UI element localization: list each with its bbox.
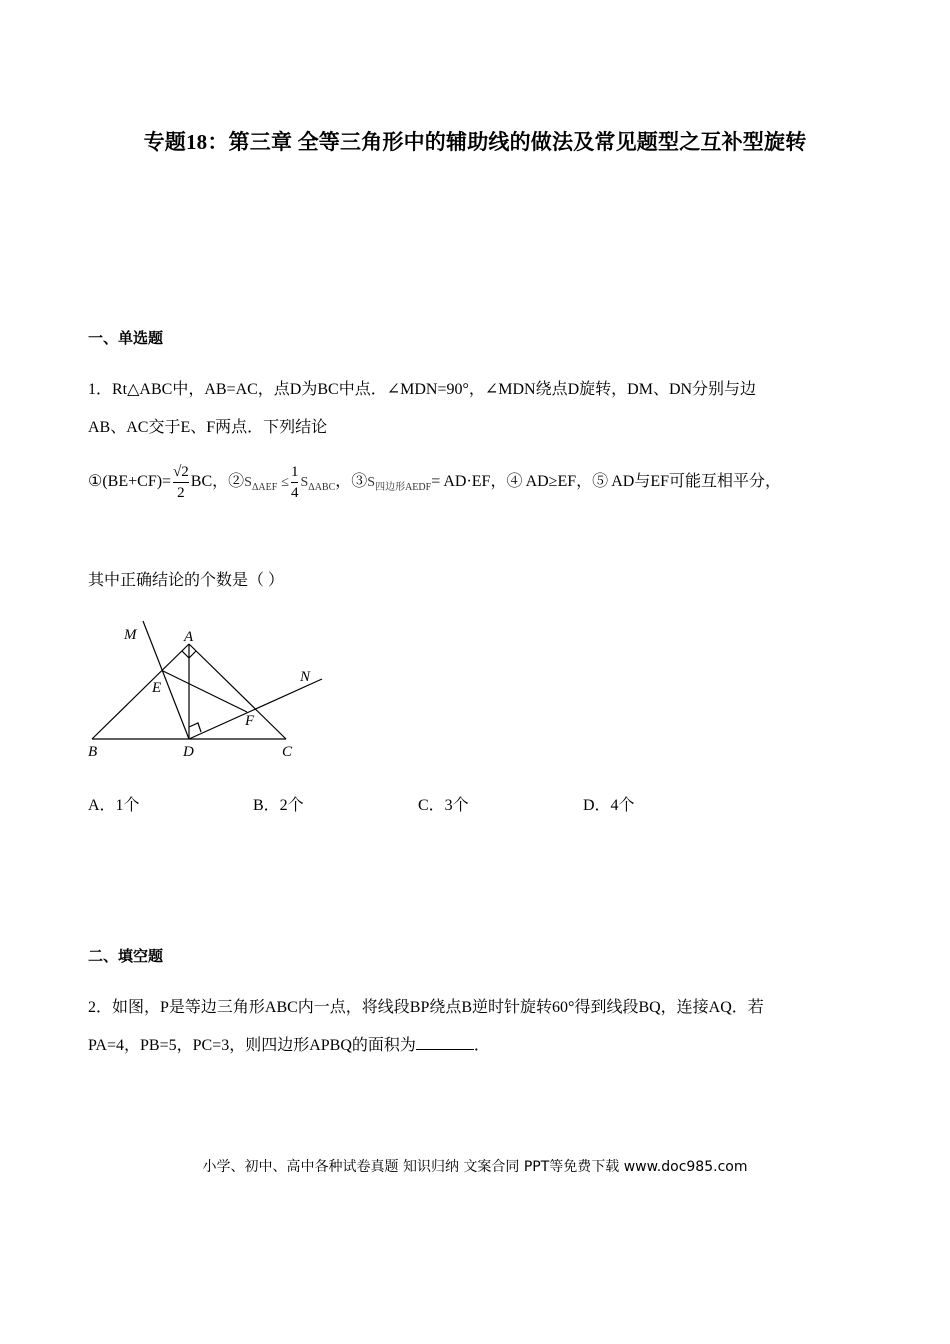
question-2-line-1: 2．如图，P是等边三角形ABC内一点，将线段BP绕点B逆时针旋转60°得到线段BQ，连接AQ．若 <box>88 999 764 1016</box>
fraction-one-quarter <box>291 462 299 503</box>
ray-DN <box>189 679 322 739</box>
question-2-line-2 <box>88 1032 490 1055</box>
fraction-numerator: √2 <box>173 464 189 480</box>
page-footer: 小学、初中、高中各种试卷真题 知识归纳 文案合同 PPT等免费下载 www.doc985.com <box>202 1159 748 1175</box>
relation-symbol: ≤ <box>281 475 289 491</box>
question-1-line-1: 1．Rt△ABC中，AB=AC，点D为BC中点．∠MDN=90°，∠MDN绕点D旋转，DM、DN分别与边 <box>88 381 757 398</box>
fraction-sqrt2-over-2 <box>173 462 189 503</box>
triangle-figure <box>80 615 340 765</box>
conclusion-3-prefix: ，③ <box>335 473 368 491</box>
question-1-prompt: 其中正确结论的个数是（ ） <box>88 572 285 589</box>
option-a[interactable]: A．1个 <box>88 797 140 814</box>
label-N: N <box>300 669 311 685</box>
area-symbol: S <box>367 475 376 491</box>
page-title: 专题18：第三章 全等三角形中的辅助线的做法及常见题型之互补型旋转 <box>143 130 807 154</box>
label-C: C <box>282 744 293 760</box>
area-symbol: S <box>300 475 309 491</box>
answer-blank[interactable] <box>416 1035 474 1050</box>
section-heading-single-choice: 一、单选题 <box>88 331 164 347</box>
label-A: A <box>184 629 194 645</box>
question-1-line-2: AB、AC交于E、F两点．下列结论 <box>88 419 328 436</box>
fraction-numerator: 1 <box>290 464 299 480</box>
segment-AB <box>92 644 189 739</box>
area-subscript: ΔABC <box>308 482 336 494</box>
conclusion-3-suffix: = AD·EF，④ AD≥EF，⑤ AD与EF可能互相平分， <box>431 473 782 491</box>
label-B: B <box>88 744 98 760</box>
question-2-text: PA=4，PB=5，PC=3，则四边形APBQ的面积为 <box>88 1037 416 1054</box>
option-d[interactable]: D．4个 <box>583 797 635 814</box>
segment-AC <box>189 644 286 739</box>
area-symbol: S <box>244 475 252 491</box>
label-D: D <box>183 744 194 760</box>
option-c[interactable]: C．3个 <box>418 797 469 814</box>
option-b[interactable]: B．2个 <box>253 797 304 814</box>
area-subscript: 四边形AEDF <box>375 482 432 494</box>
question-2-end: ． <box>473 1037 490 1054</box>
conclusion-1-suffix: BC，② <box>190 473 245 491</box>
question-1-conclusions <box>88 462 781 503</box>
fraction-denominator: 2 <box>177 485 185 501</box>
label-E: E <box>152 680 162 696</box>
label-F: F <box>245 713 255 729</box>
conclusion-1-prefix: ①(BE+CF)= <box>88 473 172 491</box>
area-subscript: ΔAEF <box>251 482 278 494</box>
fraction-denominator: 4 <box>290 485 299 501</box>
right-angle-mark-D <box>189 723 201 732</box>
label-M: M <box>124 627 137 643</box>
section-heading-fill-blank: 二、填空题 <box>88 949 164 965</box>
